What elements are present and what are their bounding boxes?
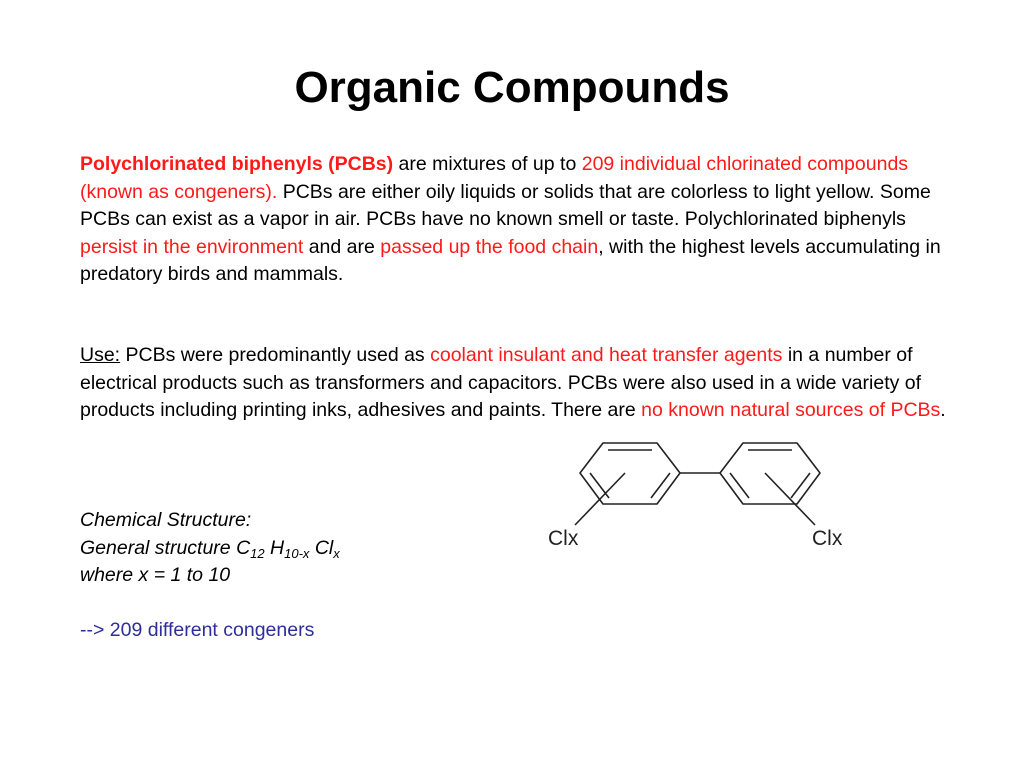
- left-benzene-ring: [580, 443, 680, 504]
- left-cl-bond: [575, 473, 625, 525]
- paragraph1-text-2: PCBs are either oily liquids or solids that are colorless to light yellow. Some PCBs can exist as a vapor in air. PCBs have no known smell or taste. Polychlorinated biphenyls: [80, 180, 931, 230]
- formula-hydrogen: H: [264, 536, 285, 559]
- paragraph1-text-1: are mixtures of up to: [393, 153, 582, 175]
- paragraph2-text-1: PCBs were predominantly used as: [120, 344, 431, 366]
- carbon-subscript: 12: [250, 545, 265, 561]
- paragraph1-text-4: , with the highest levels accumulating in predatory birds and mammals.: [80, 235, 941, 285]
- paragraph2-text-3: .: [940, 399, 946, 421]
- formula-chlorine: Cl: [309, 536, 334, 559]
- natural-sources-highlight: no known natural sources of PCBs: [641, 399, 941, 421]
- paragraph-pcb-description: [80, 151, 950, 289]
- left-ring-inner-bonds: [590, 450, 670, 498]
- biphenyl-structure-diagram: [530, 425, 870, 565]
- use-label: Use:: [80, 344, 121, 366]
- congeners-count: --> 209 different congeners: [80, 619, 315, 641]
- slide-title: Organic Compounds: [294, 63, 730, 112]
- persist-highlight: persist in the environment: [80, 235, 304, 258]
- right-clx-label: Clx: [812, 527, 843, 550]
- hydrogen-subscript: 10-x: [284, 545, 310, 561]
- coolant-highlight: coolant insulant and heat transfer agents: [430, 344, 783, 366]
- x-range-note: where x = 1 to 10: [80, 564, 231, 586]
- pcb-term: Polychlorinated biphenyls (PCBs): [80, 153, 394, 175]
- paragraph2-text-2: in a number of electrical products such as transformers and capacitors. PCBs were also used in a wide variety of products including printing inks, adhesives and paints. There are: [80, 344, 922, 421]
- congeners-highlight: 209 individual chlorinated compounds (known as congeners).: [80, 153, 909, 203]
- general-structure-formula: [80, 535, 500, 563]
- paragraph-use: [80, 342, 950, 425]
- chemical-structure-heading: Chemical Structure:: [80, 509, 252, 531]
- chlorine-subscript: x: [333, 545, 340, 561]
- left-clx-label: Clx: [548, 527, 579, 550]
- right-ring-inner-bonds: [730, 450, 810, 498]
- paragraph1-text-3: and are: [303, 235, 381, 258]
- chemical-structure-block: [80, 507, 500, 590]
- right-cl-bond: [765, 473, 815, 525]
- right-benzene-ring: [720, 443, 820, 504]
- formula-prefix: General structure C: [80, 536, 251, 559]
- food-chain-highlight: passed up the food chain: [380, 235, 599, 258]
